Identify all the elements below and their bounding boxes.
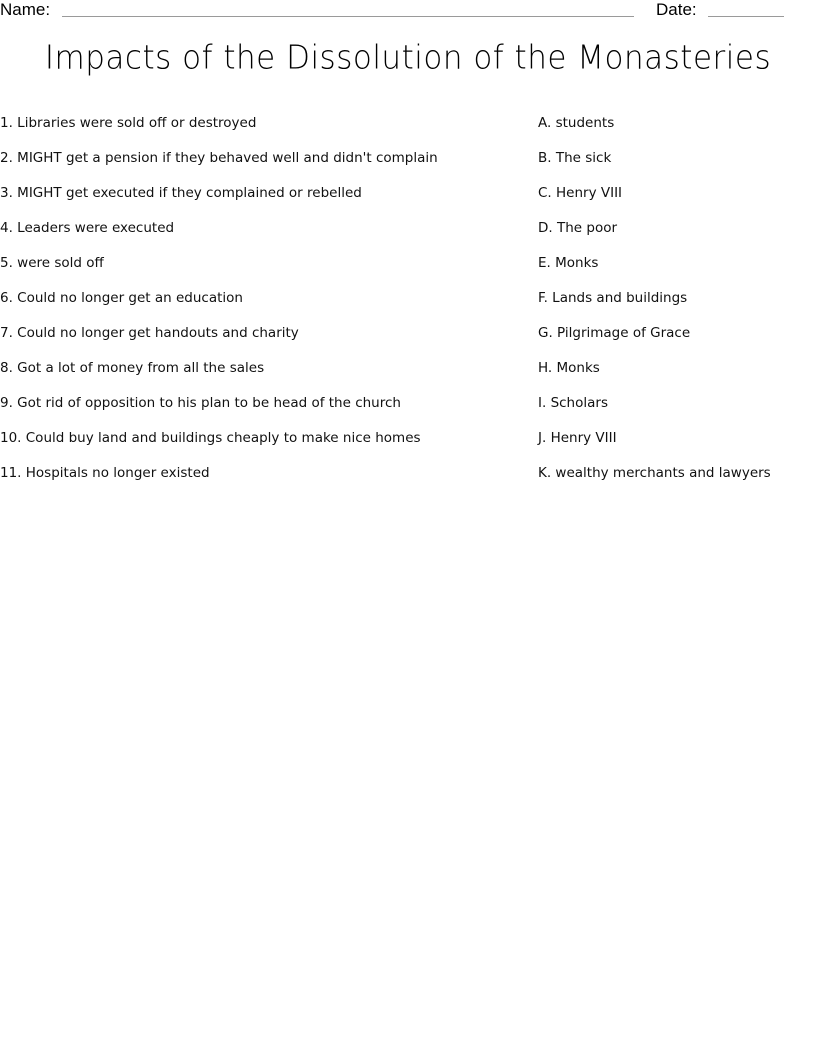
name-blank-line — [62, 16, 634, 17]
question-item: 8. Got a lot of money from all the sales — [0, 360, 265, 376]
question-item: 5. were sold off — [0, 255, 104, 271]
question-item: 2. MIGHT get a pension if they behaved well and didn't complain — [0, 150, 438, 166]
date-blank-line — [708, 16, 784, 17]
question-item: 4. Leaders were executed — [0, 220, 175, 236]
answer-item: C. Henry VIII — [538, 185, 623, 201]
question-item: 10. Could buy land and buildings cheaply to make nice homes — [0, 430, 421, 446]
answer-item: G. Pilgrimage of Grace — [538, 325, 691, 341]
answer-item: J. Henry VIII — [538, 430, 617, 446]
answer-item: H. Monks — [538, 360, 600, 376]
question-item: 9. Got rid of opposition to his plan to be head of the church — [0, 395, 401, 411]
answer-item: F. Lands and buildings — [538, 290, 688, 306]
name-label: Name: — [0, 0, 51, 19]
question-item: 6. Could no longer get an education — [0, 290, 243, 306]
answer-item: A. students — [538, 115, 615, 131]
worksheet-header — [0, 0, 816, 22]
question-item: 7. Could no longer get handouts and charity — [0, 325, 299, 341]
answer-item: I. Scholars — [538, 395, 608, 411]
answer-item: K. wealthy merchants and lawyers — [538, 465, 771, 481]
date-label: Date: — [656, 0, 697, 19]
answer-item: E. Monks — [538, 255, 599, 271]
question-item: 3. MIGHT get executed if they complained or rebelled — [0, 185, 362, 201]
questions-list — [0, 112, 520, 497]
question-item: 11. Hospitals no longer existed — [0, 465, 210, 481]
question-item: 1. Libraries were sold off or destroyed — [0, 115, 257, 131]
answers-list — [538, 112, 808, 497]
answer-item: D. The poor — [538, 220, 618, 236]
page-title: Impacts of the Dissolution of the Monasteries — [44, 39, 772, 77]
answer-item: B. The sick — [538, 150, 612, 166]
